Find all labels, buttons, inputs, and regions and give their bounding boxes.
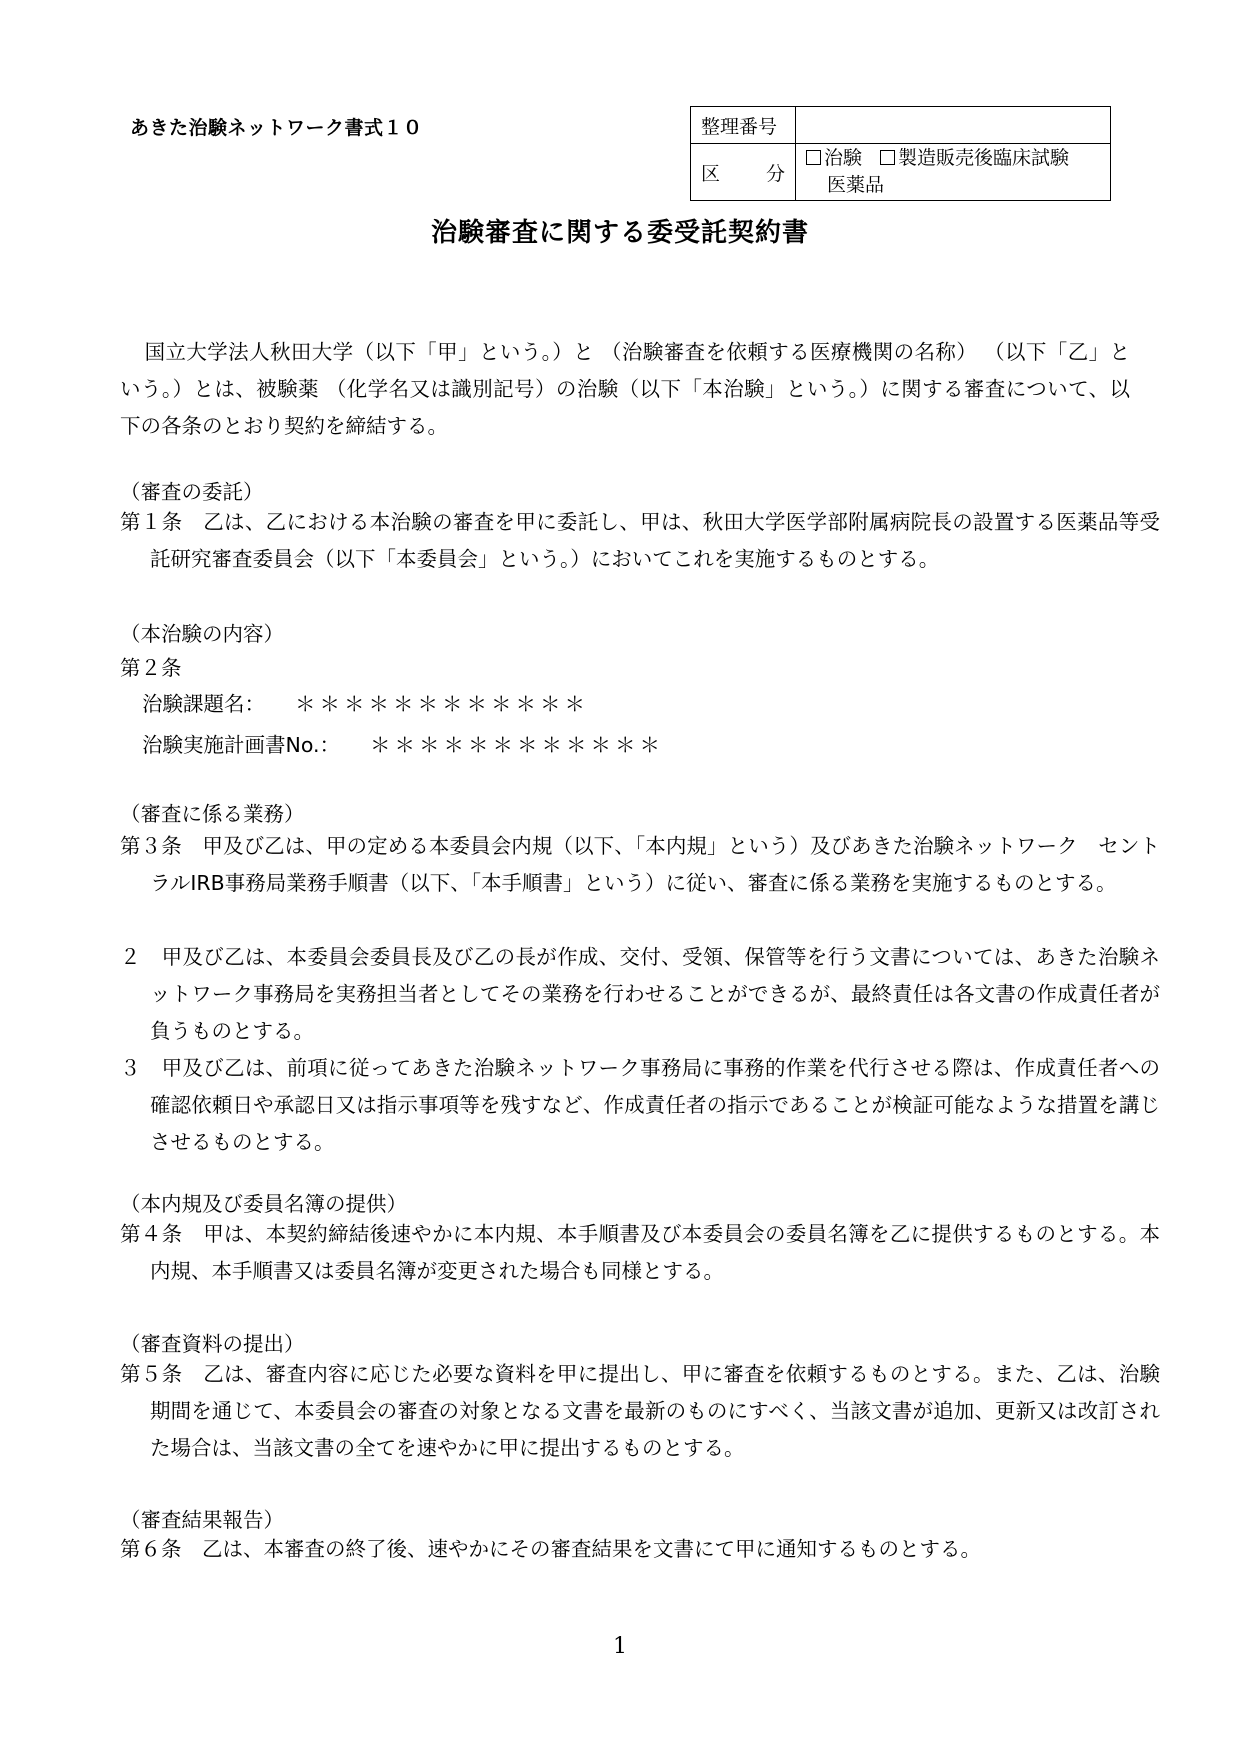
article-3-para-3: ３ 甲及び乙は、前項に従ってあきた治験ネットワーク事務局に事務的作業を代行させる際は、作成責任者への確認依頼日や承認日又は指示事項等を残すなど、作成責任者の指示であることが検証可能なような措置を講じさせるものとする。 — [120, 1056, 1160, 1154]
checkbox-post-marketing[interactable] — [880, 150, 895, 165]
article-3: 第３条 甲及び乙は、甲の定める本委員会内規（以下、「本内規」という）及びあきた治験ネットワーク セントラルIRB事務局業務手順書（以下、「本手順書」という）に従い、審査に係る業務を実施するものとする。 — [120, 834, 1160, 895]
kubun-options — [796, 144, 1111, 201]
article-1: 第１条 乙は、乙における本治験の審査を甲に委託し、甲は、秋田大学医学部附属病院長の設置する医薬品等受託研究審査委員会（以下「本委員会」という。）においてこれを実施するものとする。 — [120, 510, 1160, 571]
page-number: 1 — [613, 1634, 627, 1659]
ref-number-label: 整理番号 — [691, 107, 796, 144]
reference-table — [690, 106, 1111, 201]
option-post-marketing-label: 製造販売後臨床試験 — [898, 147, 1070, 169]
article-4: 第４条 甲は、本契約締結後速やかに本内規、本手順書及び本委員会の委員名簿を乙に提供するものとする。本内規、本手順書又は委員名簿が変更された場合も同様とする。 — [120, 1222, 1160, 1283]
article-5: 第５条 乙は、審査内容に応じた必要な資料を甲に提出し、甲に審査を依頼するものとする。また、乙は、治験期間を通じて、本委員会の審査の対象となる文書を最新のものにすべく、当該文書が追加、更新又は改訂された場合は、当該文書の全てを速やかに甲に提出するものとする。 — [120, 1362, 1160, 1460]
ref-number-value[interactable] — [796, 107, 1111, 144]
preamble: 国立大学法人秋田大学（以下「甲」という。）と （治験審査を依頼する医療機関の名称） （以下「乙」という。）とは、被験薬 （化学名又は識別記号）の治験（以下「本治験」という。）に関する審査について、以下の各条のとおり契約を締結する。 — [120, 340, 1130, 438]
option-chiken-label: 治験 — [824, 147, 863, 169]
protocol-number-field — [142, 728, 664, 758]
article-6: 第６条 乙は、本審査の終了後、速やかにその審査結果を文書にて甲に通知するものとする。 — [120, 1537, 981, 1561]
option-drug-label: 医薬品 — [827, 174, 885, 196]
protocol-number-label: 治験実施計画書No.： — [142, 733, 341, 757]
section-5-heading: （審査資料の提出） — [120, 1332, 305, 1356]
kubun-label-right: 分 — [765, 162, 785, 185]
form-code: あきた治験ネットワーク書式１０ — [130, 117, 423, 139]
checkbox-chiken[interactable] — [806, 150, 821, 165]
document-title: 治験審査に関する委受託契約書 — [430, 218, 809, 248]
trial-title-value: ＊＊＊＊＊＊＊＊＊＊＊＊ — [295, 692, 589, 716]
protocol-number-value: ＊＊＊＊＊＊＊＊＊＊＊＊ — [370, 733, 665, 757]
section-2-heading: （本治験の内容） — [120, 622, 284, 646]
trial-title-label: 治験課題名： — [142, 692, 265, 716]
section-4-heading: （本内規及び委員名簿の提供） — [120, 1192, 407, 1216]
article-2-label: 第２条 — [120, 656, 182, 680]
article-3-para-2: ２ 甲及び乙は、本委員会委員長及び乙の長が作成、交付、受領、保管等を行う文書については、あきた治験ネットワーク事務局を実務担当者としてその業務を行わせることができるが、最終責任は各文書の作成責任者が負うものとする。 — [120, 945, 1160, 1043]
kubun-label — [691, 144, 796, 201]
section-6-heading: （審査結果報告） — [120, 1508, 284, 1532]
trial-title-field — [142, 687, 589, 717]
kubun-label-left: 区 — [701, 162, 721, 185]
section-3-heading: （審査に係る業務） — [120, 802, 305, 826]
section-1-heading: （審査の委託） — [120, 480, 264, 504]
